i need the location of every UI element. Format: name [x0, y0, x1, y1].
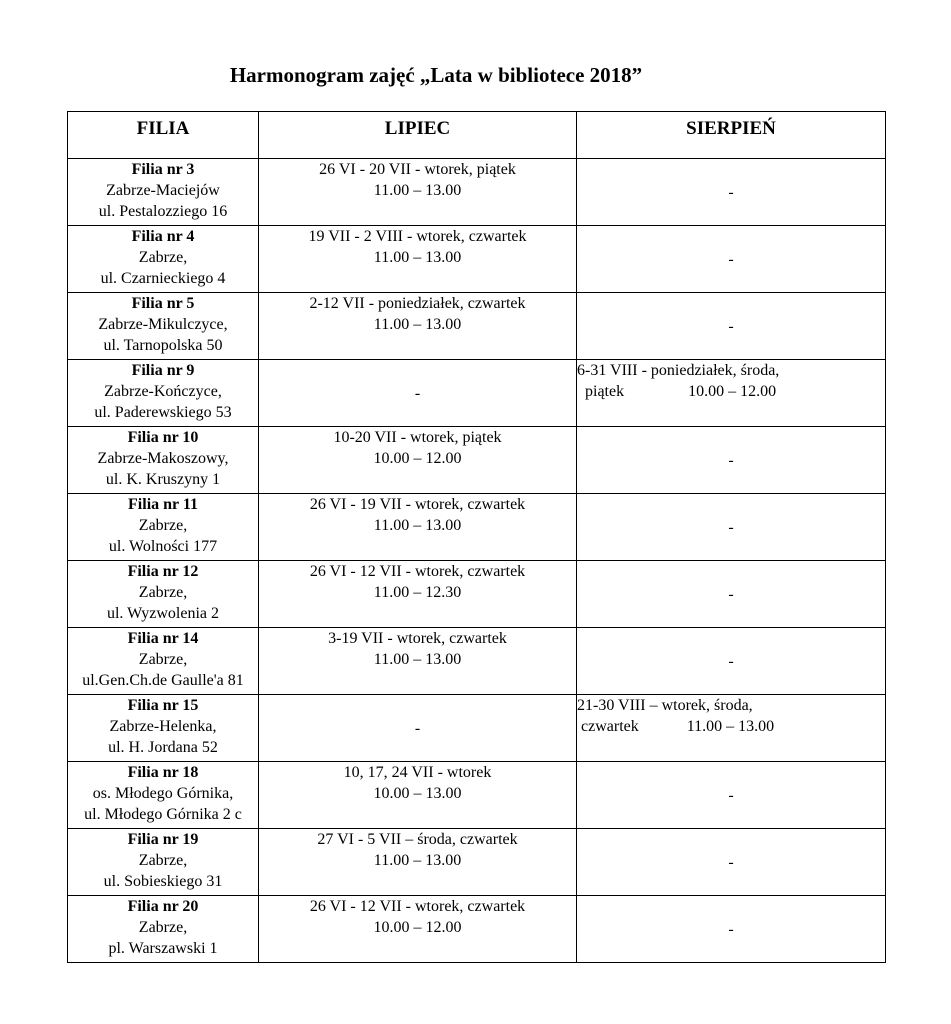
branch-address: ul. Paderewskiego 53	[94, 404, 232, 421]
table-row	[68, 159, 886, 226]
branch-cell	[68, 159, 259, 226]
branch-cell	[68, 829, 259, 896]
branch-address: ul. Sobieskiego 31	[103, 873, 223, 890]
august-empty-cell: -	[577, 561, 886, 628]
july-dates: 26 VI - 20 VII - wtorek, piątek	[319, 161, 516, 178]
branch-address: ul. K. Kruszyny 1	[105, 471, 221, 488]
branch-cell	[68, 561, 259, 628]
branch-locality: Zabrze-Mikulczyce,	[98, 316, 228, 333]
branch-locality: Zabrze,	[138, 249, 188, 266]
branch-address: ul. Czarnieckiego 4	[100, 270, 226, 287]
table-row	[68, 427, 886, 494]
branch-locality: Zabrze-Makoszowy,	[97, 450, 229, 467]
july-hours: 11.00 – 13.00	[373, 182, 462, 199]
branch-cell	[68, 494, 259, 561]
july-schedule-cell	[259, 561, 577, 628]
august-schedule-cell	[577, 360, 886, 427]
branch-locality: Zabrze-Maciejów	[106, 182, 220, 199]
branch-name: Filia nr 14	[127, 630, 199, 647]
branch-address: ul. Pestalozziego 16	[98, 203, 228, 220]
july-hours: 10.00 – 12.00	[373, 919, 462, 936]
branch-locality: Zabrze-Kończyce,	[104, 383, 222, 400]
header-filia: FILIA	[68, 112, 259, 159]
branch-locality: Zabrze,	[138, 651, 188, 668]
branch-address: ul. Tarnopolska 50	[103, 337, 223, 354]
table-row	[68, 829, 886, 896]
july-empty-cell: -	[259, 695, 577, 762]
july-hours: 11.00 – 12.30	[373, 584, 462, 601]
header-sierpien: SIERPIEŃ	[577, 112, 886, 159]
august-empty-cell: -	[577, 762, 886, 829]
july-empty-cell: -	[259, 360, 577, 427]
august-empty-cell: -	[577, 829, 886, 896]
table-row	[68, 494, 886, 561]
branch-cell	[68, 695, 259, 762]
august-dates: 21-30 VIII – wtorek, środa,	[577, 697, 753, 714]
august-empty-cell: -	[577, 159, 886, 226]
branch-address: ul. Wyzwolenia 2	[106, 605, 220, 622]
table-row	[68, 293, 886, 360]
july-schedule-cell	[259, 226, 577, 293]
july-hours: 11.00 – 13.00	[373, 651, 462, 668]
july-schedule-cell	[259, 762, 577, 829]
branch-name: Filia nr 5	[131, 295, 195, 312]
july-schedule-cell	[259, 896, 577, 963]
branch-cell	[68, 427, 259, 494]
july-schedule-cell	[259, 293, 577, 360]
branch-name: Filia nr 10	[127, 429, 199, 446]
july-schedule-cell	[259, 159, 577, 226]
branch-name: Filia nr 18	[127, 764, 199, 781]
table-row	[68, 695, 886, 762]
branch-locality: Zabrze,	[138, 517, 188, 534]
table-row	[68, 360, 886, 427]
table-row	[68, 561, 886, 628]
july-dates: 10, 17, 24 VII - wtorek	[343, 764, 492, 781]
branch-address: ul.Gen.Ch.de Gaulle'a 81	[82, 672, 244, 689]
july-schedule-cell	[259, 494, 577, 561]
branch-name: Filia nr 3	[131, 161, 195, 178]
branch-name: Filia nr 12	[127, 563, 199, 580]
branch-cell	[68, 226, 259, 293]
branch-address: ul. Wolności 177	[108, 538, 218, 555]
branch-cell	[68, 896, 259, 963]
header-lipiec: LIPIEC	[259, 112, 577, 159]
august-schedule-cell	[577, 695, 886, 762]
august-empty-cell: -	[577, 896, 886, 963]
branch-cell	[68, 293, 259, 360]
july-schedule-cell	[259, 628, 577, 695]
table-row	[68, 628, 886, 695]
july-schedule-cell	[259, 427, 577, 494]
branch-cell	[68, 360, 259, 427]
july-dates: 10-20 VII - wtorek, piątek	[333, 429, 502, 446]
branch-name: Filia nr 15	[127, 697, 199, 714]
july-schedule-cell	[259, 829, 577, 896]
august-days-hours: czwartek 11.00 – 13.00	[577, 718, 775, 735]
branch-locality: Zabrze,	[138, 852, 188, 869]
schedule-rows	[68, 159, 886, 963]
august-empty-cell: -	[577, 628, 886, 695]
july-hours: 11.00 – 13.00	[373, 852, 462, 869]
branch-address: pl. Warszawski 1	[108, 940, 218, 957]
july-dates: 26 VI - 19 VII - wtorek, czwartek	[309, 496, 526, 513]
branch-name: Filia nr 9	[131, 362, 195, 379]
page-title: Harmonogram zajęć „Lata w bibliotece 2018”	[229, 63, 643, 87]
august-empty-cell: -	[577, 494, 886, 561]
branch-locality: Zabrze-Helenka,	[109, 718, 217, 735]
branch-name: Filia nr 19	[127, 831, 199, 848]
branch-cell	[68, 628, 259, 695]
branch-name: Filia nr 4	[131, 228, 195, 245]
branch-cell	[68, 762, 259, 829]
schedule-table	[67, 111, 886, 963]
july-dates: 19 VII - 2 VIII - wtorek, czwartek	[308, 228, 527, 245]
july-dates: 3-19 VII - wtorek, czwartek	[328, 630, 507, 647]
august-days-hours: piątek 10.00 – 12.00	[577, 383, 777, 400]
august-dates: 6-31 VIII - poniedziałek, środa,	[577, 362, 780, 379]
branch-address: ul. Młodego Górnika 2 c	[84, 806, 242, 823]
table-row	[68, 226, 886, 293]
branch-name: Filia nr 11	[128, 496, 198, 513]
july-hours: 10.00 – 12.00	[373, 450, 462, 467]
table-row	[68, 762, 886, 829]
july-dates: 2-12 VII - poniedziałek, czwartek	[309, 295, 526, 312]
header-row	[68, 112, 886, 159]
july-hours: 11.00 – 13.00	[373, 316, 462, 333]
july-hours: 10.00 – 13.00	[373, 785, 462, 802]
july-hours: 11.00 – 13.00	[373, 249, 462, 266]
july-dates: 26 VI - 12 VII - wtorek, czwartek	[309, 563, 526, 580]
august-empty-cell: -	[577, 293, 886, 360]
branch-name: Filia nr 20	[127, 898, 199, 915]
table-row	[68, 896, 886, 963]
august-empty-cell: -	[577, 226, 886, 293]
branch-locality: Zabrze,	[138, 919, 188, 936]
branch-locality: Zabrze,	[138, 584, 188, 601]
july-dates: 27 VI - 5 VII – środa, czwartek	[317, 831, 518, 848]
august-empty-cell: -	[577, 427, 886, 494]
branch-address: ul. H. Jordana 52	[108, 739, 218, 756]
july-dates: 26 VI - 12 VII - wtorek, czwartek	[309, 898, 526, 915]
july-hours: 11.00 – 13.00	[373, 517, 462, 534]
branch-locality: os. Młodego Górnika,	[92, 785, 234, 802]
